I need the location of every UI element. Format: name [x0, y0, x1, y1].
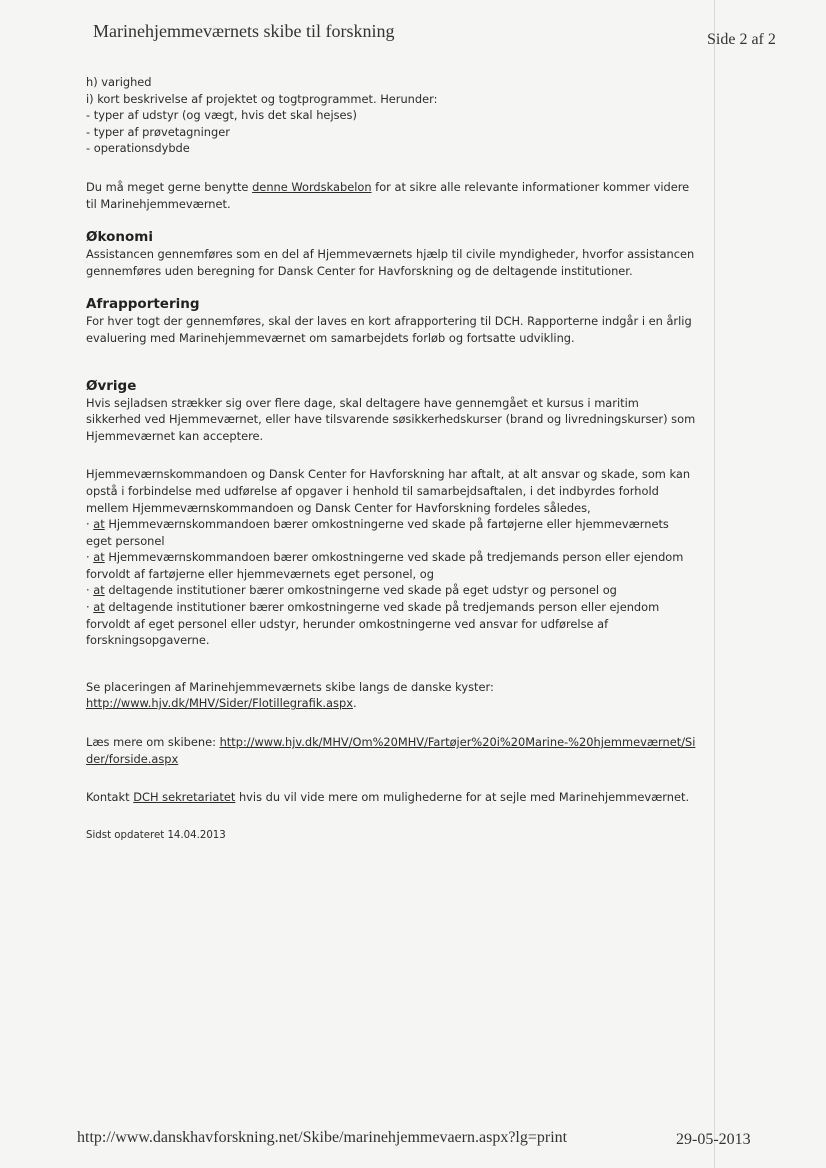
- list-item: · at Hjemmeværnskommandoen bærer omkostningerne ved skade på fartøjerne eller hjemmeværnets eget personel: [86, 517, 669, 548]
- laes-mere-paragraph: Læs mere om skibene: http://www.hjv.dk/MHV/Om%20MHV/Fartøjer%20i%20Marine-%20hjemmeværnet/Sider/forside.aspx: [86, 735, 696, 766]
- list-item: - typer af prøvetagninger: [86, 124, 230, 139]
- list-item: · at deltagende institutioner bærer omkostningerne ved skade på eget udstyr og personel og: [86, 583, 617, 598]
- footer-url: http://www.danskhavforskning.net/Skibe/marinehjemmevaern.aspx?lg=print: [77, 1129, 568, 1146]
- list-item: - typer af udstyr (og vægt, hvis det skal hejses): [86, 108, 357, 123]
- last-updated: Sidst opdateret 14.04.2013: [86, 829, 226, 841]
- placering-paragraph: Se placeringen af Marinehjemmeværnets skibe langs de danske kyster: http://www.hjv.dk/MHV/Sider/Flotillegrafik.aspx.: [86, 679, 494, 711]
- afrapportering-text: For hver togt der gennemføres, skal der laves en kort afrapportering til DCH. Rapporterne indgår i en årlig evaluering med Marinehjemmeværnet om samarbejdets forløb og fortsatte udvikling.: [86, 314, 692, 345]
- footer-date: 29-05-2013: [676, 1131, 751, 1148]
- ovrige-text-2: Hjemmeværnskommandoen og Dansk Center for Havforskning har aftalt, at alt ansvar og skade, som kan opstå i forbindelse med udførelse af opgaver i henhold til samarbejdsaftalen, i det indbyrdes forhold mellem Hjemmeværnskommandoen og Dansk Center for Havforskning fordeles således,: [86, 467, 691, 515]
- dch-sekretariat-link[interactable]: DCH sekretariatet: [133, 790, 236, 805]
- kontakt-paragraph: Kontakt DCH sekretariatet hvis du vil vide mere om mulighederne for at sejle med Marinehjemmeværnet.: [86, 790, 690, 805]
- wordskabelon-paragraph: Du må meget gerne benytte denne Wordskabelon for at sikre alle relevante informationer kommer videre til Marinehjemmeværnet.: [86, 179, 690, 211]
- scan-fold-line: [714, 0, 715, 1168]
- document-body: [86, 74, 696, 844]
- list-item: h) varighed: [86, 75, 152, 89]
- page-number: Side 2 af 2: [707, 31, 776, 48]
- okonomi-heading: Økonomi: [86, 229, 153, 246]
- okonomi-text: Assistancen gennemføres som en del af Hjemmeværnets hjælp til civile myndigheder, hvorfor assistancen gennemføres uden beregning for Dansk Center for Havforskning og de deltagende institutioner.: [86, 247, 695, 278]
- list-item: i) kort beskrivelse af projektet og togtprogrammet. Herunder:: [86, 91, 438, 106]
- ovrige-heading: Øvrige: [86, 377, 137, 394]
- intro-list: [86, 74, 696, 157]
- afrapportering-heading: Afrapportering: [86, 296, 200, 313]
- wordskabelon-link[interactable]: denne Wordskabelon: [252, 179, 372, 194]
- skibene-link[interactable]: http://www.hjv.dk/MHV/Om%20MHV/Fartøjer%20i%20Marine-%20hjemmeværnet/Sider/forside.aspx: [86, 735, 696, 766]
- list-item: · at Hjemmeværnskommandoen bærer omkostningerne ved skade på tredjemands person eller ejendom forvoldt af fartøjerne eller hjemmeværnets eget personel, og: [86, 550, 684, 581]
- flotillegrafik-link[interactable]: http://www.hjv.dk/MHV/Sider/Flotillegrafik.aspx: [86, 696, 353, 711]
- list-item: - operationsdybde: [86, 141, 190, 156]
- header-title: Marinehjemmeværnets skibe til forskning: [93, 21, 395, 41]
- ovrige-text-1: Hvis sejladsen strækker sig over flere dage, skal deltagere have gennemgået et kursus i maritim sikkerhed ved Hjemmeværnet, eller have tilsvarende søsikkerhedskurser (brand og livredningskurser) som Hjemmeværnet kan acceptere.: [86, 395, 696, 443]
- list-item: · at deltagende institutioner bærer omkostningerne ved skade på tredjemands person eller ejendom forvoldt af eget personel eller udstyr, herunder omkostningerne ved ansvar for udførelse af forskningsopgaverne.: [86, 600, 660, 648]
